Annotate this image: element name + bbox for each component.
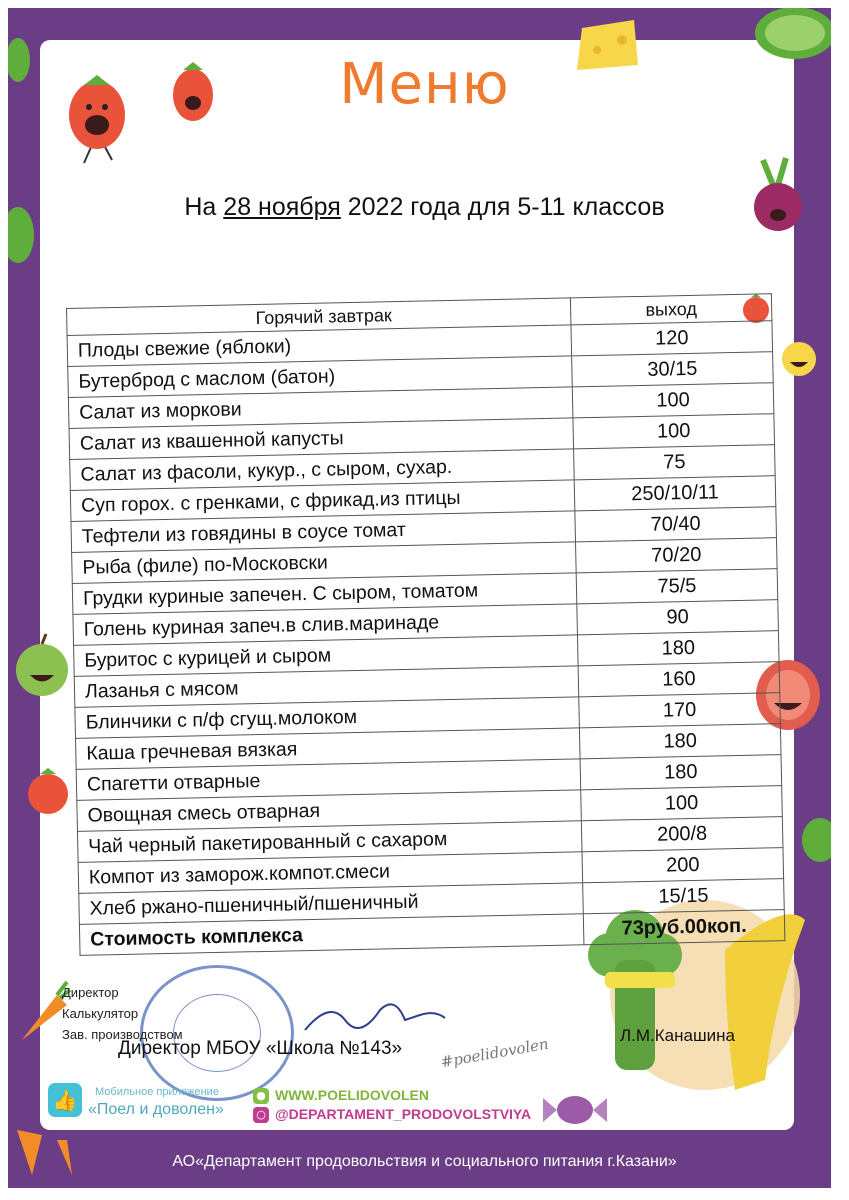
instagram-link[interactable]: @DEPARTAMENT_PRODOVOLSTVIYA xyxy=(275,1106,532,1122)
app-name: «Поел и доволен» xyxy=(88,1101,224,1118)
candy-icon xyxy=(540,1088,610,1133)
dish-portion: 200/8 xyxy=(581,817,783,852)
dish-portion: 170 xyxy=(579,693,781,728)
dish-name: Овощная смесь отварная xyxy=(77,790,582,832)
dish-portion: 70/40 xyxy=(575,507,777,542)
dish-name: Грудки куриные запечен. С сыром, томатом xyxy=(72,573,577,615)
dish-portion: 70/20 xyxy=(576,538,778,573)
leaf-icon xyxy=(798,815,831,865)
dish-portion: 180 xyxy=(577,631,779,666)
dish-portion: 200 xyxy=(582,848,784,883)
dish-name: Рыба (филе) по-Московски xyxy=(72,542,577,584)
dish-portion: 90 xyxy=(577,600,779,635)
sig-calculator: Калькулятор xyxy=(62,1006,139,1021)
dish-portion: 180 xyxy=(580,755,782,790)
app-caption: Мобильное приложение xyxy=(95,1086,219,1098)
dish-name: Голень куриная запеч.в слив.маринаде xyxy=(73,604,578,646)
dish-portion: 100 xyxy=(572,383,774,418)
dish-name: Хлеб ржано-пшеничный/пшеничный xyxy=(79,883,584,925)
carrot-icon xyxy=(12,1120,82,1180)
dish-portion: 75 xyxy=(574,445,776,480)
dish-portion: 160 xyxy=(578,662,780,697)
dish-portion: 30/15 xyxy=(572,352,774,387)
subtitle-date: 28 ноября xyxy=(223,193,341,221)
subtitle-prefix: На xyxy=(184,193,217,221)
menu-table xyxy=(66,293,785,956)
total-price: 73руб.00коп. xyxy=(583,910,785,945)
tomato-icon xyxy=(22,762,74,817)
website-link[interactable]: WWW.POELIDOVOLEN xyxy=(275,1087,429,1103)
dish-portion: 100 xyxy=(573,414,775,449)
header-portion: выход xyxy=(570,294,772,325)
thumbs-up-icon: 👍 xyxy=(48,1083,82,1117)
sig-director: Директор xyxy=(62,985,119,1000)
dish-name: Салат из квашенной капусты xyxy=(69,418,574,460)
footer-organization: АО«Департамент продовольствия и социального питания г.Казани» xyxy=(172,1153,677,1170)
dish-name: Чай черный пакетированный с сахаром xyxy=(77,821,582,863)
dish-name: Блинчики с п/ф сгущ.молоком xyxy=(75,697,580,739)
signature-scribble xyxy=(300,990,450,1040)
dish-name: Бутерброд с маслом (батон) xyxy=(68,356,573,398)
dish-name: Буритос с курицей и сыром xyxy=(74,635,579,677)
page-title: Меню xyxy=(339,52,510,117)
director-name: Л.М.Канашина xyxy=(620,1026,735,1045)
menu-date-subtitle xyxy=(0,193,849,222)
total-label: Стоимость комплекса xyxy=(79,914,584,956)
dish-portion: 100 xyxy=(581,786,783,821)
dish-portion: 250/10/11 xyxy=(574,476,776,511)
dish-portion: 75/5 xyxy=(576,569,778,604)
dish-portion: 120 xyxy=(571,321,773,356)
dish-name: Тефтели из говядины в соусе томат xyxy=(71,511,576,553)
smiley-icon xyxy=(780,340,818,378)
dish-name: Салат из моркови xyxy=(68,387,573,429)
sig-production-head: Зав. производством xyxy=(62,1027,183,1042)
signature-lines xyxy=(62,982,183,1045)
dish-name: Плоды свежие (яблоки) xyxy=(67,325,572,367)
header-meal: Горячий завтрак xyxy=(67,298,571,336)
instagram-icon: ○ xyxy=(253,1107,269,1123)
apple-icon xyxy=(12,630,72,700)
hashtag: #poelidovolen xyxy=(439,1034,550,1072)
dish-name: Лазанья с мясом xyxy=(74,666,579,708)
dish-name: Суп горох. с гренками, с фрикад.из птицы xyxy=(70,480,575,522)
dish-name: Спагетти отварные xyxy=(76,759,581,801)
globe-icon: ● xyxy=(253,1088,269,1104)
dish-portion: 15/15 xyxy=(583,879,785,914)
dish-portion: 180 xyxy=(579,724,781,759)
dish-name: Салат из фасоли, кукур., с сыром, сухар. xyxy=(70,449,575,491)
subtitle-suffix: 2022 года для 5-11 классов xyxy=(347,193,665,221)
director-title: Директор МБОУ «Школа №143» xyxy=(118,1038,403,1059)
dish-name: Компот из заморож.компот.смеси xyxy=(78,852,583,894)
dish-name: Каша гречневая вязкая xyxy=(76,728,581,770)
